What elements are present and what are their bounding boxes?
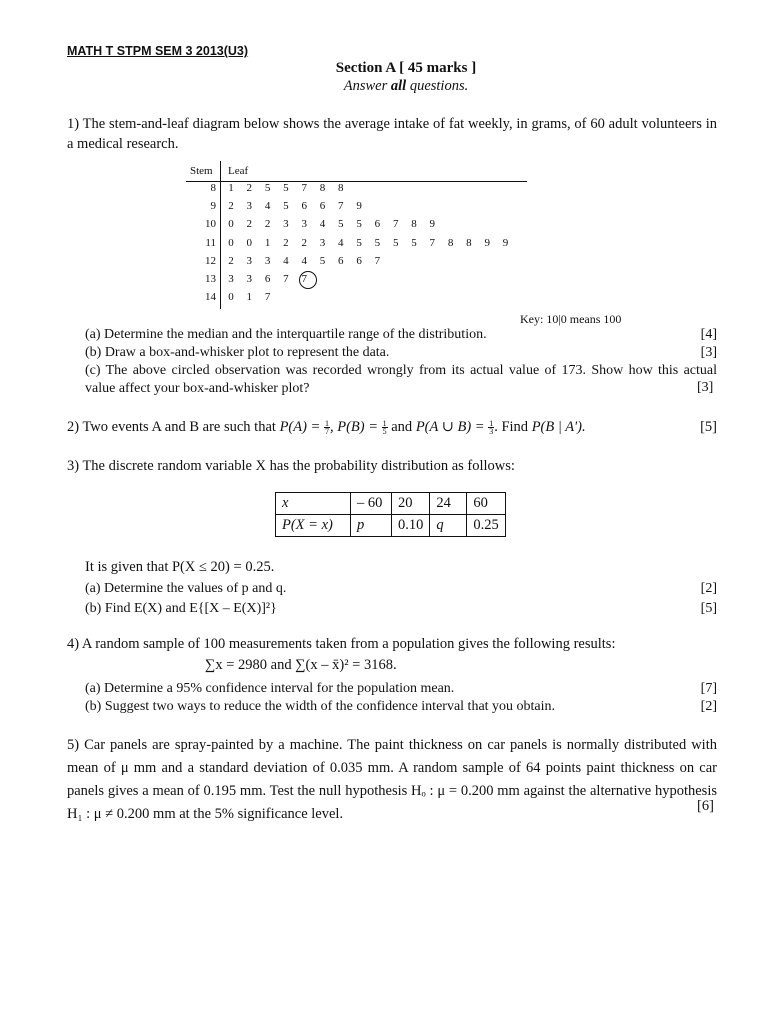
leaf-value: 2 [228,200,234,213]
q4-part-a: (a) Determine a 95% confidence interval for the population mean. [7] [85,681,717,696]
leaf-value: 8 [447,236,454,249]
leaf-value: 8 [319,182,326,194]
table-cell: p [351,515,392,537]
q3-given: It is given that P(X ≤ 20) = 0.25. [85,559,275,575]
leaf-value: 2 [283,236,289,249]
leaf-value: 6 [319,200,326,213]
leaf-value: 9 [356,200,362,213]
q1-part-b: (b) Draw a box-and-whisker plot to represent the data. [3] [85,345,717,360]
leaf-value: 9 [484,236,490,249]
q2-text: 2) Two events A and B are such that P(A) = $\frac{1}{7}$ , P(B) = $\frac{1}{5}$ and P(A ∪ B) = $\frac{1}{3}$ . Find P(B | A'). [5] [67,419,717,437]
leaf-value: 6 [356,254,362,267]
leaf-value: 7 [338,200,344,213]
leaf-value: 2 [246,182,253,194]
leaf-value: 6 [374,218,381,231]
stem-value: 11 [205,236,216,249]
probability-table [275,492,506,537]
table-p-label: P(X = x) [276,515,351,537]
q3-text: 3) The discrete random variable X has the probability distribution as follows: [67,458,515,474]
leaf-value: 7 [374,254,381,267]
leaf-value: 2 [246,218,253,231]
table-cell: 0.10 [392,515,430,537]
leaf-value: 5 [338,218,344,231]
leaf-header: Leaf [228,165,249,177]
leaf-value: 5 [392,236,399,249]
q5-marks: [6] [697,798,714,814]
leaf-value: 8 [338,182,344,194]
table-cell: 0.25 [467,515,505,537]
leaf-value: 5 [356,236,362,249]
leaf-value: 8 [466,236,472,249]
leaf-value: 9 [502,236,509,249]
table-cell: 24 [430,493,467,515]
q4-formula: ∑x = 2980 and ∑(x – x̄)² = 3168. [205,657,397,673]
leaf-value: 3 [246,200,253,213]
leaf-value: 2 [264,218,271,231]
leaf-value: 5 [411,236,417,249]
q1-text: 1) The stem-and-leaf diagram below shows the average intake of fat weekly, in grams, of 60 adult volunteers in a medical research. [67,116,717,152]
stem-header: Stem [190,165,213,177]
leaf-value: 7 [283,273,289,285]
leaf-value: 7 [264,291,271,304]
leaf-value: 5 [264,182,271,194]
q1-part-a: (a) Determine the median and the interquartile range of the distribution. [4] [85,327,717,342]
stem-value: 12 [205,254,216,267]
table-cell: q [430,515,467,537]
circled-observation [299,271,317,289]
q1-part-c: (c) The above circled observation was recorded wrongly from its actual value of 173. Show how this actual value affect your box-and-whisker plot? [85,363,717,396]
leaf-value: 0 [246,236,253,249]
leaf-value: 8 [411,218,417,231]
leaf-value: 0 [228,218,234,231]
leaf-value: 7 [429,236,436,249]
leaf-value: 7 [301,273,307,285]
stem-value: 10 [205,218,216,231]
stem-value: 8 [210,182,216,194]
leaf-value: 6 [264,273,271,285]
table-row-p [276,515,506,537]
table-cell: 60 [467,493,505,515]
leaf-value: 3 [283,218,289,231]
leaf-value: 3 [246,273,253,285]
q3-part-b: (b) Find E(X) and E{[X – E(X)]²} [5] [85,601,717,616]
table-x-label: x [276,493,351,515]
document-header: MATH T STPM SEM 3 2013(U3) [67,44,249,58]
leaf-value: 4 [338,236,344,249]
fraction-1-3: $\frac{1}{3}$ [489,419,494,437]
q4-text: 4) A random sample of 100 measurements taken from a population gives the following results: [67,636,616,652]
stem-value: 14 [205,291,216,304]
table-cell: – 60 [351,493,392,515]
leaf-value: 1 [264,236,271,249]
leaf-value: 2 [228,254,234,267]
leaf-value: 6 [338,254,344,267]
leaf-value: 6 [301,200,307,213]
leaf-value: 4 [319,218,326,231]
stem-divider [220,161,221,309]
fraction-1-7: $\frac{1}{7}$ [324,419,329,437]
leaf-value: 7 [301,182,307,194]
stem-value: 9 [210,200,216,213]
leaf-value: 1 [246,291,253,304]
q4-part-b: (b) Suggest two ways to reduce the width of the confidence interval that you obtain. [2] [85,699,717,714]
table-row-x [276,493,506,515]
key-note: Key: 10|0 means 100 [520,312,622,326]
leaf-value: 0 [228,236,234,249]
leaf-value: 9 [429,218,436,231]
q1-part-c-marks: [3] [697,380,714,395]
leaf-value: 3 [264,254,271,267]
leaf-value: 0 [228,291,234,304]
leaf-value: 5 [283,182,289,194]
leaf-value: 3 [319,236,326,249]
leaf-value: 4 [283,254,289,267]
q5-text: 5) Car panels are spray-painted by a machine. The paint thickness on car panels is normally distributed with mean of μ mm and a standard deviation of 0.035 mm. A random sample of 64 points paint thickness on car panels gives a mean of 0.195 mm. Test the null hypothesis Hₒ : μ = 0.200 mm against the alternative hypothesis H₁ : μ ≠ 0.200 mm at the 5% significance level. [67,737,717,822]
leaf-value: 1 [228,182,234,194]
leaf-value: 3 [301,218,307,231]
section-subtitle: Answer all questions. [343,78,469,94]
leaf-value: 4 [264,200,271,213]
section-title: Section A [ 45 marks ] [335,60,477,76]
table-cell: 20 [392,493,430,515]
stem-value: 13 [205,273,216,285]
leaf-value: 5 [356,218,362,231]
q3-part-a: (a) Determine the values of p and q. [2] [85,581,717,596]
leaf-value: 2 [301,236,307,249]
leaf-value: 5 [283,200,289,213]
leaf-value: 3 [246,254,253,267]
leaf-value: 4 [301,254,307,267]
fraction-1-5: $\frac{1}{5}$ [382,419,387,437]
leaf-value: 7 [392,218,399,231]
leaf-value: 5 [374,236,381,249]
leaf-value: 5 [319,254,326,267]
leaf-value: 3 [228,273,234,285]
